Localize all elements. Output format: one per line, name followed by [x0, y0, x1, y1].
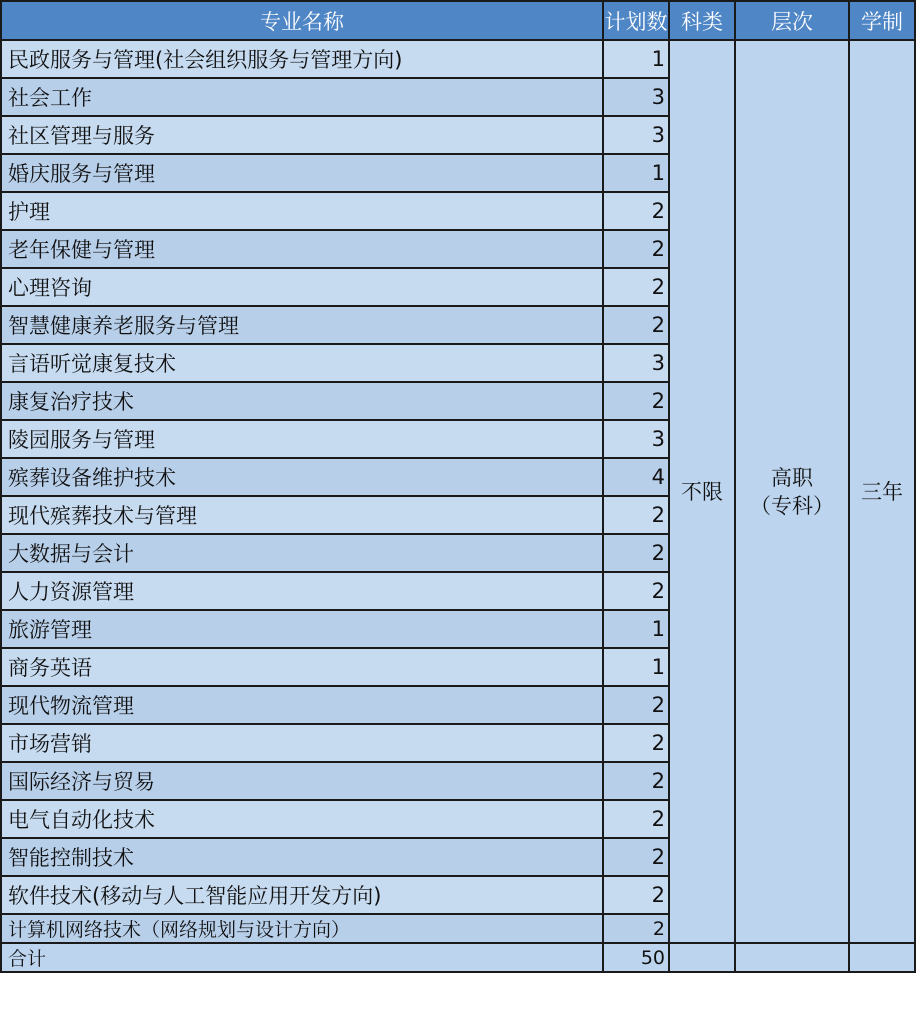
plan-count: 2 — [603, 268, 669, 306]
header-row — [1, 1, 915, 40]
total-label: 合计 — [1, 943, 603, 972]
plan-count: 2 — [603, 762, 669, 800]
major-name: 国际经济与贸易 — [1, 762, 603, 800]
plan-count: 2 — [603, 800, 669, 838]
major-name: 人力资源管理 — [1, 572, 603, 610]
category-cell: 不限 — [669, 40, 735, 943]
plan-count: 3 — [603, 344, 669, 382]
total-row — [1, 943, 915, 972]
plan-count: 2 — [603, 876, 669, 914]
level-line-1: 高职 — [771, 465, 813, 490]
level-line-2: （专科） — [750, 493, 834, 518]
level-cell — [735, 40, 849, 943]
major-name: 商务英语 — [1, 648, 603, 686]
header-major-name: 专业名称 — [1, 1, 603, 40]
duration-cell: 三年 — [849, 40, 915, 943]
total-duration-empty — [849, 943, 915, 972]
major-name: 老年保健与管理 — [1, 230, 603, 268]
major-name: 护理 — [1, 192, 603, 230]
major-name: 言语听觉康复技术 — [1, 344, 603, 382]
header-level: 层次 — [735, 1, 849, 40]
major-name: 现代物流管理 — [1, 686, 603, 724]
major-name: 社区管理与服务 — [1, 116, 603, 154]
plan-count: 2 — [603, 496, 669, 534]
major-name: 康复治疗技术 — [1, 382, 603, 420]
total-category-empty — [669, 943, 735, 972]
plan-count: 2 — [603, 724, 669, 762]
plan-count: 3 — [603, 420, 669, 458]
plan-count: 1 — [603, 154, 669, 192]
major-name: 社会工作 — [1, 78, 603, 116]
major-name: 智能控制技术 — [1, 838, 603, 876]
major-name: 现代殡葬技术与管理 — [1, 496, 603, 534]
plan-count: 1 — [603, 610, 669, 648]
plan-count: 1 — [603, 40, 669, 78]
plan-count: 2 — [603, 382, 669, 420]
plan-count: 2 — [603, 686, 669, 724]
major-name: 市场营销 — [1, 724, 603, 762]
header-category: 科类 — [669, 1, 735, 40]
plan-count: 2 — [603, 572, 669, 610]
plan-count: 2 — [603, 914, 669, 943]
plan-count: 1 — [603, 648, 669, 686]
plan-count: 3 — [603, 116, 669, 154]
plan-count: 2 — [603, 306, 669, 344]
major-name: 婚庆服务与管理 — [1, 154, 603, 192]
header-duration: 学制 — [849, 1, 915, 40]
total-plan-count: 50 — [603, 943, 669, 972]
major-name: 软件技术(移动与人工智能应用开发方向) — [1, 876, 603, 914]
plan-count: 4 — [603, 458, 669, 496]
major-name: 旅游管理 — [1, 610, 603, 648]
header-plan-count: 计划数 — [603, 1, 669, 40]
major-name: 计算机网络技术（网络规划与设计方向） — [1, 914, 603, 943]
major-name: 心理咨询 — [1, 268, 603, 306]
plan-count: 2 — [603, 230, 669, 268]
plan-count: 2 — [603, 838, 669, 876]
plan-count: 2 — [603, 192, 669, 230]
total-level-empty — [735, 943, 849, 972]
major-name: 智慧健康养老服务与管理 — [1, 306, 603, 344]
major-name: 民政服务与管理(社会组织服务与管理方向) — [1, 40, 603, 78]
plan-count: 3 — [603, 78, 669, 116]
table-row — [1, 40, 915, 78]
major-name: 殡葬设备维护技术 — [1, 458, 603, 496]
plan-count: 2 — [603, 534, 669, 572]
major-name: 电气自动化技术 — [1, 800, 603, 838]
major-name: 陵园服务与管理 — [1, 420, 603, 458]
major-name: 大数据与会计 — [1, 534, 603, 572]
